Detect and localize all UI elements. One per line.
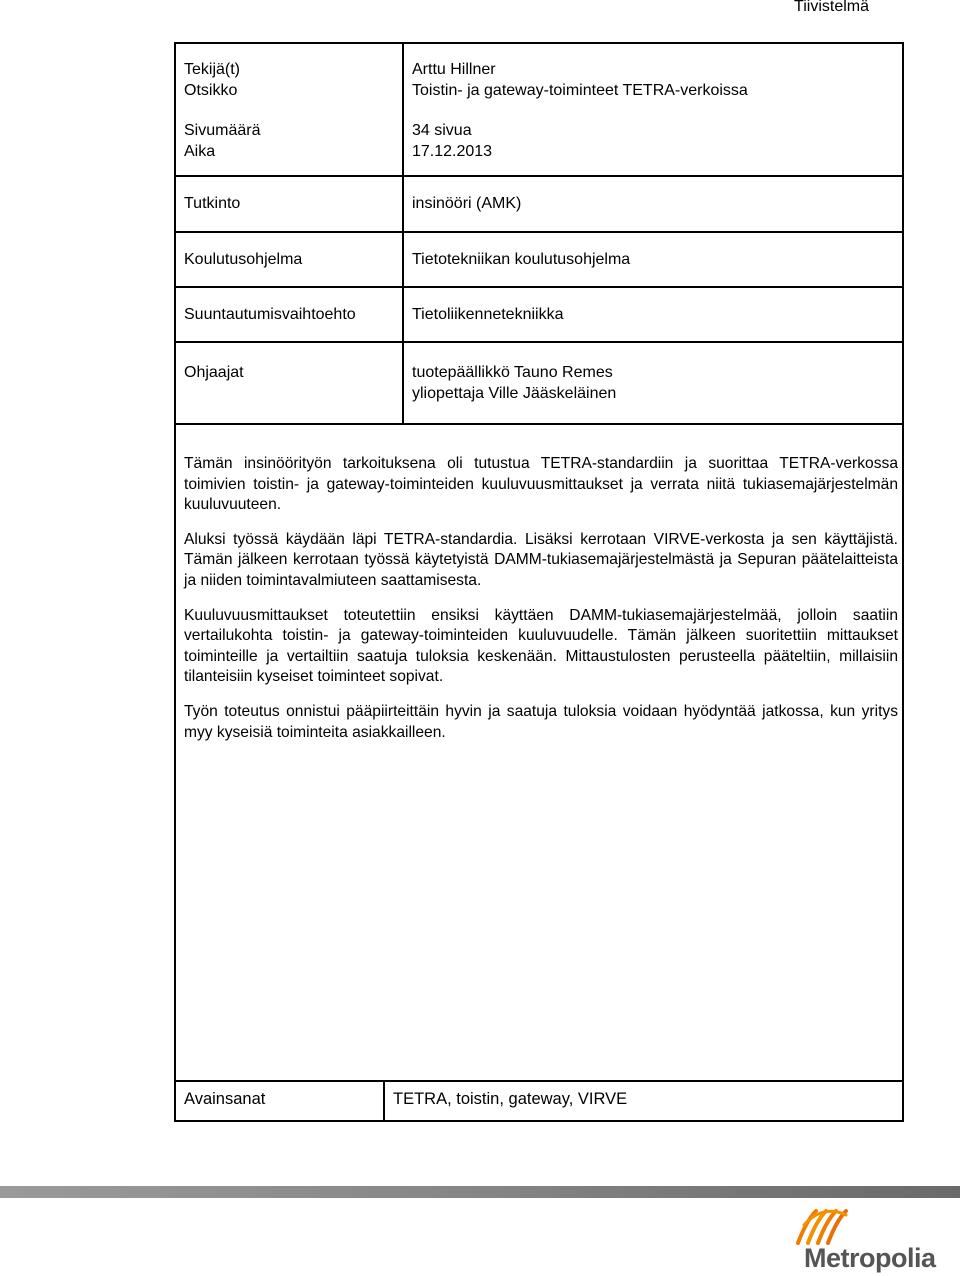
- label-title: Otsikko: [184, 82, 238, 99]
- footer-band: [0, 1186, 960, 1198]
- metropolia-logo-icon: [794, 1205, 874, 1245]
- row-divider: [176, 423, 902, 425]
- abstract-form: [174, 42, 904, 1122]
- abstract-paragraph: Kuuluvuusmittaukset toteutettiin ensiksi käyttäen DAMM-tukiasemajärjestelmää, jolloin saatiin vertailukohta toistin- ja gateway-toiminteiden kuuluvuudelle. Tämän jälkeen suoritettiin mittaukset toiminteille ja vertailtiin saatuja tuloksia keskenään. Mittaustulosten perusteella pääteltiin, millaisiin tilanteisiin kyseiset toiminteet sopivat.: [184, 606, 898, 686]
- value-programme: Tietotekniikan koulutusohjelma: [412, 251, 631, 268]
- row-divider: [176, 286, 902, 288]
- label-degree: Tutkinto: [184, 195, 241, 212]
- row-divider: [176, 231, 902, 233]
- row-divider: [176, 175, 902, 177]
- abstract-paragraph: Tämän insinöörityön tarkoituksena oli tutustua TETRA-standardiin ja suorittaa TETRA-verkossa toimivien toistin- ja gateway-toiminteiden kuuluvuusmittaukset ja verrata niitä tukiasemajärjestelmän kuuluvuuteen.: [184, 455, 898, 514]
- label-pages: Sivumäärä: [184, 122, 261, 139]
- label-supervisors: Ohjaajat: [184, 364, 244, 381]
- value-specialisation: Tietoliikennetekniikka: [412, 306, 564, 323]
- label-specialisation: Suuntautumisvaihtoehto: [184, 306, 356, 323]
- value-pages: 34 sivua: [412, 122, 472, 139]
- label-author: Tekijä(t): [184, 61, 241, 78]
- value-degree: insinööri (AMK): [412, 195, 522, 212]
- abstract-paragraph: Työn toteutus onnistui pääpiirteittäin hyvin ja saatuja tuloksia voidaan hyödyntää jatkossa, kun yritys myy kyseisiä toiminteita asiakkailleen.: [184, 702, 898, 741]
- label-date: Aika: [184, 143, 216, 160]
- abstract-paragraph: Aluksi työssä käydään läpi TETRA-standardia. Lisäksi kerrotaan VIRVE-verkosta ja sen käyttäjistä. Tämän jälkeen kerrotaan työssä käytetyistä DAMM-tukiasemajärjestelmästä ja Sepuran päätelaitteista ja niiden toimintavalmiuteen saattamisesta.: [184, 530, 898, 589]
- label-keywords: Avainsanat: [184, 1090, 266, 1108]
- value-date: 17.12.2013: [412, 143, 493, 160]
- row-divider: [176, 341, 902, 343]
- value-supervisor-1: tuotepäällikkö Tauno Remes: [412, 364, 613, 381]
- label-programme: Koulutusohjelma: [184, 251, 303, 268]
- metropolia-logo: [780, 1205, 950, 1275]
- value-title: Toistin- ja gateway-toiminteet TETRA-verkoissa: [412, 82, 748, 99]
- value-author: Arttu Hillner: [412, 61, 496, 78]
- row-divider: [176, 1080, 902, 1082]
- value-keywords: TETRA, toistin, gateway, VIRVE: [393, 1090, 628, 1108]
- keyword-divider: [383, 1080, 385, 1122]
- page-header-title: Tiivistelmä: [794, 0, 869, 15]
- abstract-body: [184, 454, 898, 757]
- logo-wordmark: Metropolia: [804, 1243, 936, 1273]
- value-supervisor-2: yliopettaja Ville Jääskeläinen: [412, 385, 617, 402]
- column-divider: [402, 44, 404, 423]
